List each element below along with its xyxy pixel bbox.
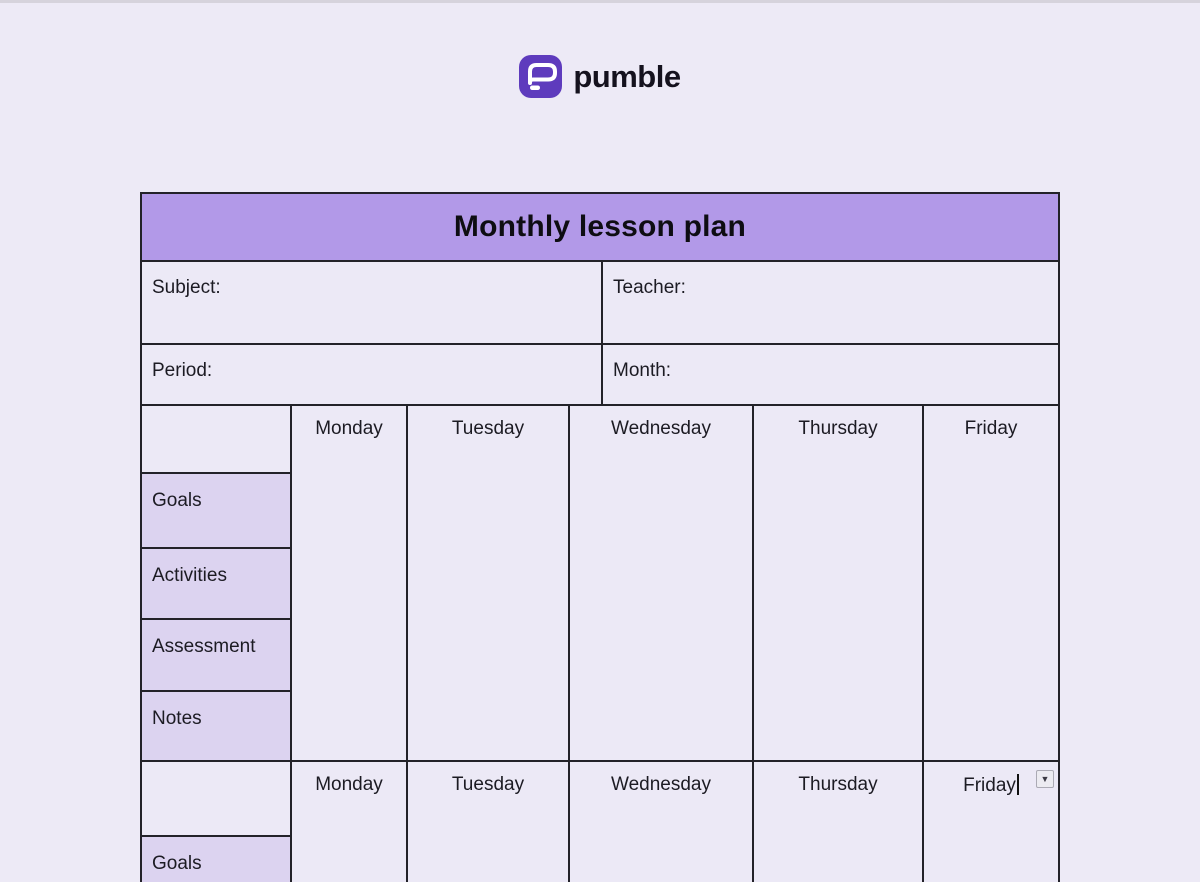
month-label: Month: <box>613 360 672 381</box>
pumble-chat-bubble-icon <box>519 55 562 98</box>
friday-header: Friday <box>963 775 1016 796</box>
text-cursor <box>1017 774 1019 795</box>
tuesday-header: Tuesday <box>451 774 525 795</box>
friday-header: Friday <box>964 418 1018 439</box>
info-section <box>142 262 1058 406</box>
week-1-activities-label-cell[interactable] <box>142 549 292 620</box>
week-2-wednesday-cell[interactable] <box>570 762 754 882</box>
monday-header: Monday <box>315 418 383 439</box>
week-1-goals-label-cell[interactable] <box>142 474 292 549</box>
cell-dropdown-button[interactable] <box>1036 770 1054 788</box>
week-1-friday-cell[interactable] <box>924 406 1058 760</box>
chevron-down-icon: ▼ <box>1040 773 1050 784</box>
teacher-cell[interactable] <box>603 262 1058 345</box>
month-cell[interactable] <box>603 345 1058 406</box>
week-2-tuesday-cell[interactable] <box>408 762 570 882</box>
monday-header: Monday <box>315 774 383 795</box>
pumble-logo <box>0 55 1200 98</box>
week-1-tuesday-cell[interactable] <box>408 406 570 760</box>
week-2-monday-cell[interactable] <box>292 762 408 882</box>
tuesday-header: Tuesday <box>451 418 525 439</box>
teacher-label: Teacher: <box>613 277 686 298</box>
period-cell[interactable] <box>142 345 603 406</box>
goals-label: Goals <box>152 853 202 874</box>
week-2-grid <box>142 762 1058 882</box>
subject-label: Subject: <box>152 277 221 298</box>
week-1-corner-cell[interactable] <box>142 406 292 474</box>
week-2-thursday-cell[interactable] <box>754 762 924 882</box>
subject-cell[interactable] <box>142 262 603 345</box>
thursday-header: Thursday <box>798 774 878 795</box>
window-top-strip <box>0 0 1200 3</box>
period-label: Period: <box>152 360 213 381</box>
activities-label: Activities <box>152 565 227 586</box>
week-1-assessment-label-cell[interactable] <box>142 620 292 692</box>
notes-label: Notes <box>152 708 202 729</box>
week-1-monday-cell[interactable] <box>292 406 408 760</box>
week-2-corner-cell[interactable] <box>142 762 292 837</box>
week-1-notes-label-cell[interactable] <box>142 692 292 760</box>
wednesday-header: Wednesday <box>611 774 711 795</box>
week-1-wednesday-cell[interactable] <box>570 406 754 760</box>
week-2-friday-cell[interactable] <box>924 762 1058 882</box>
week-1-thursday-cell[interactable] <box>754 406 924 760</box>
monthly-lesson-plan-table <box>140 192 1060 882</box>
thursday-header: Thursday <box>798 418 878 439</box>
goals-label: Goals <box>152 490 202 511</box>
table-title-bar <box>142 194 1058 262</box>
table-title: Monthly lesson plan <box>453 210 747 243</box>
pumble-logo-text: pumble <box>573 59 681 94</box>
week-1-grid <box>142 406 1058 762</box>
assessment-label: Assessment <box>152 636 256 657</box>
week-2-goals-label-cell[interactable] <box>142 837 292 882</box>
wednesday-header: Wednesday <box>611 418 711 439</box>
